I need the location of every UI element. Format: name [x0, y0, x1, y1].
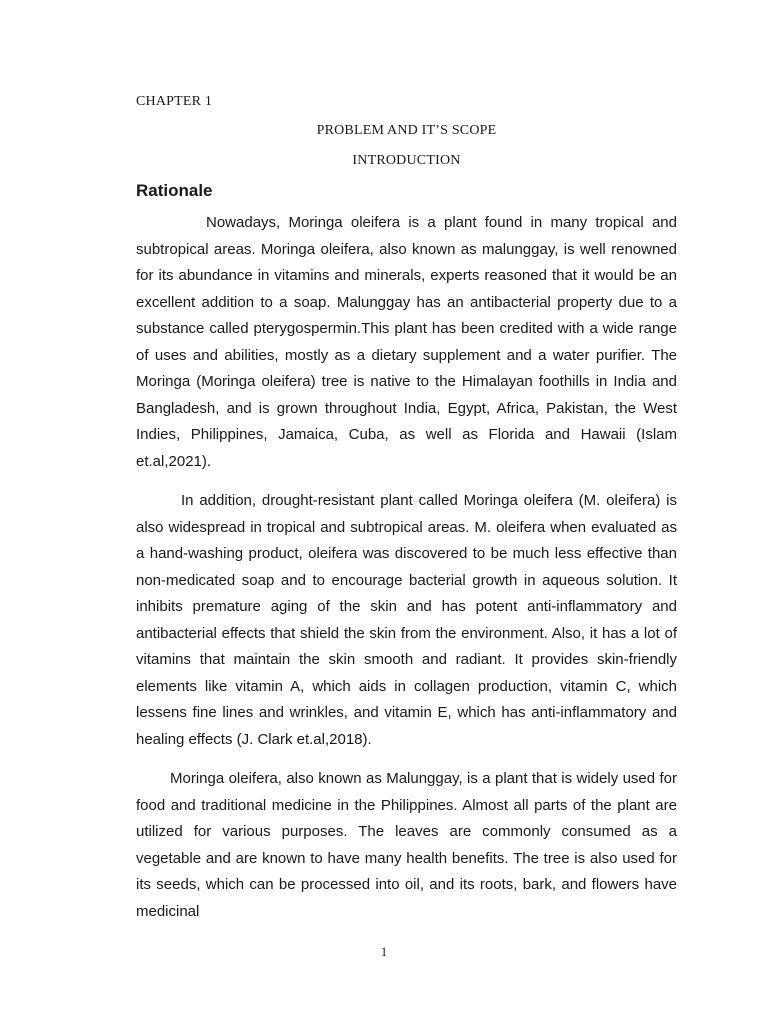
- paragraph-1: Nowadays, Moringa oleifera is a plant found in many tropical and subtropical areas. Moringa oleifera, also known as malunggay, is well renowned for its abundance in vitamins and minerals, experts reasoned that it would be an excellent addition to a soap. Malunggay has an antibacterial property due to a substance called pterygospermin.This plant has been credited with a wide range of uses and abilities, mostly as a dietary supplement and a water purifier. The Moringa (Moringa oleifera) tree is native to the Himalayan foothills in India and Bangladesh, and is grown throughout India, Egypt, Africa, Pakistan, the West Indies, Philippines, Jamaica, Cuba, as well as Florida and Hawaii (Islam et.al,2021).: [136, 214, 677, 470]
- paragraph-2: In addition, drought-resistant plant called Moringa oleifera (M. oleifera) is also widespread in tropical and subtropical areas. M. oleifera when evaluated as a hand-washing product, oleifera was discovered to be much less effective than non-medicated soap and to encourage bacterial growth in aqueous solution. It inhibits premature aging of the skin and has potent anti-inflammatory and antibacterial effects that shield the skin from the environment. Also, it has a lot of vitamins that maintain the skin smooth and radiant. It provides skin-friendly elements like vitamin A, which aids in collagen production, vitamin C, which lessens fine lines and wrinkles, and vitamin E, which has anti-inflammatory and healing effects (J. Clark et.al,2018).: [136, 492, 677, 748]
- section-heading: Rationale: [136, 181, 213, 200]
- document-title: PROBLEM AND IT’S SCOPE: [316, 123, 497, 138]
- document-subtitle: INTRODUCTION: [352, 153, 461, 168]
- page-number: 1: [380, 944, 388, 959]
- chapter-label: CHAPTER 1: [136, 94, 213, 109]
- paragraph-3: Moringa oleifera, also known as Malunggay, is a plant that is widely used for food and traditional medicine in the Philippines. Almost all parts of the plant are utilized for various purposes. The leaves are commonly consumed as a vegetable and are known to have many health benefits. The tree is also used for its seeds, which can be processed into oil, and its roots, bark, and flowers have medicinal: [136, 770, 677, 920]
